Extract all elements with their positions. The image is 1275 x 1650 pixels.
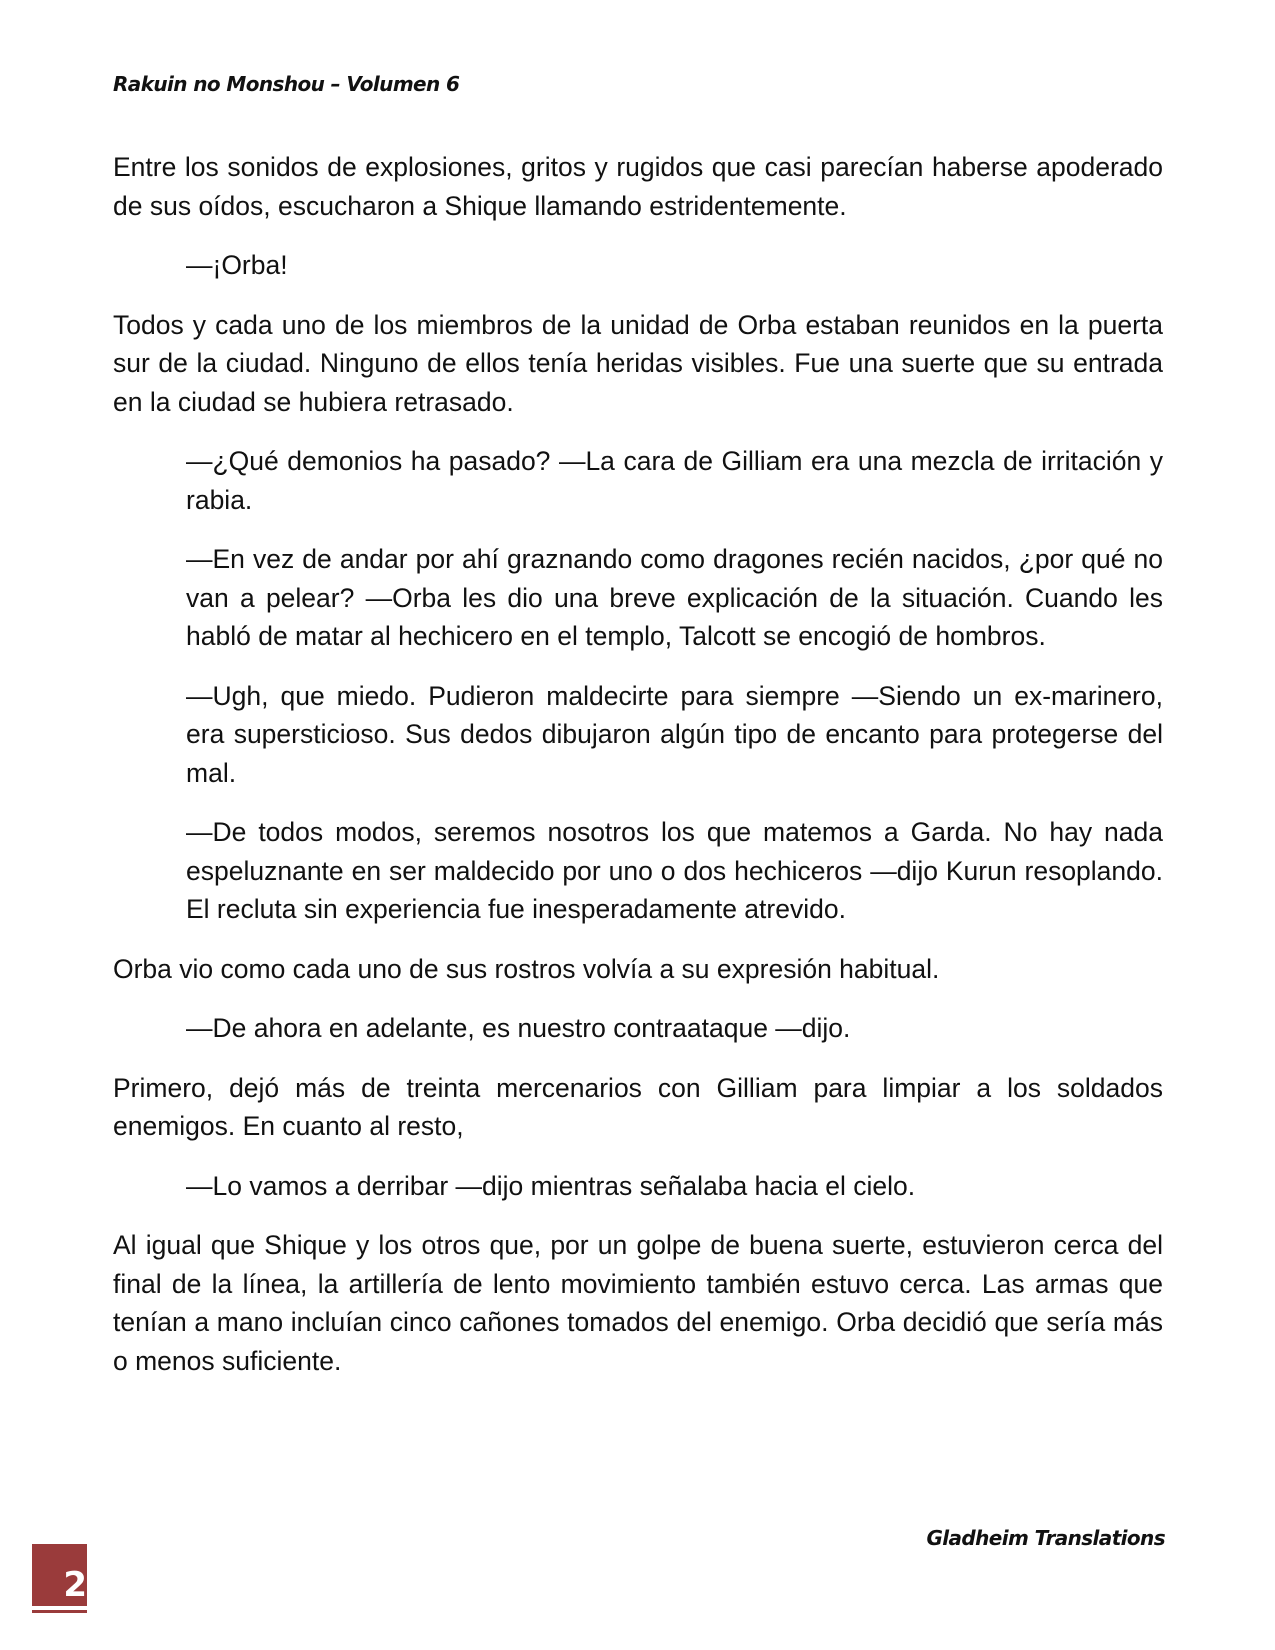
page-number-underline bbox=[32, 1610, 87, 1613]
page-header-title: Rakuin no Monshou – Volumen 6 bbox=[113, 72, 460, 96]
paragraph: Primero, dejó más de treinta mercenarios con Gilliam para limpiar a los soldados enemigos. En cuanto al resto, bbox=[113, 1072, 1163, 1141]
dialogue-paragraph: —¡Orba! bbox=[186, 250, 288, 280]
dialogue-paragraph: —¿Qué demonios ha pasado? —La cara de Gilliam era una mezcla de irritación y rabia. bbox=[186, 446, 1163, 515]
page-body bbox=[113, 148, 1163, 1401]
page-number-box bbox=[32, 1544, 87, 1606]
dialogue-paragraph: —En vez de andar por ahí graznando como dragones recién nacidos, ¿por qué no van a pelear? —Orba les dio una breve explicación de la situación. Cuando les habló de matar al hechicero en el templo, Talcott se encogió de hombros. bbox=[186, 544, 1163, 651]
paragraph: Orba vio como cada uno de sus rostros volvía a su expresión habitual. bbox=[113, 953, 940, 984]
page-number: 2 bbox=[63, 1565, 87, 1605]
paragraph: Entre los sonidos de explosiones, gritos y rugidos que casi parecían haberse apoderado de sus oídos, escucharon a Shique llamando estridentemente. bbox=[113, 152, 1163, 221]
footer-credit: Gladheim Translations bbox=[926, 1526, 1165, 1550]
paragraph: Todos y cada uno de los miembros de la unidad de Orba estaban reunidos en la puerta sur de la ciudad. Ninguno de ellos tenía heridas visibles. Fue una suerte que su entrada en la ciudad se hubiera retrasado. bbox=[113, 309, 1163, 417]
paragraph: Al igual que Shique y los otros que, por un golpe de buena suerte, estuvieron cerca del final de la línea, la artillería de lento movimiento también estuvo cerca. Las armas que tenían a mano incluían cinco cañones tomados del enemigo. Orba decidió que sería más o menos suficiente. bbox=[113, 1230, 1163, 1376]
dialogue-paragraph: —De todos modos, seremos nosotros los que matemos a Garda. No hay nada espeluznante en ser maldecido por uno o dos hechiceros —dijo Kurun resoplando. El recluta sin experiencia fue inesperadamente atrevido. bbox=[186, 817, 1163, 924]
dialogue-paragraph: —Ugh, que miedo. Pudieron maldecirte para siempre —Siendo un ex-marinero, era supersticioso. Sus dedos dibujaron algún tipo de encanto para protegerse del mal. bbox=[186, 680, 1163, 788]
dialogue-paragraph: —De ahora en adelante, es nuestro contraataque —dijo. bbox=[186, 1013, 851, 1043]
dialogue-paragraph: —Lo vamos a derribar —dijo mientras señalaba hacia el cielo. bbox=[186, 1170, 916, 1201]
